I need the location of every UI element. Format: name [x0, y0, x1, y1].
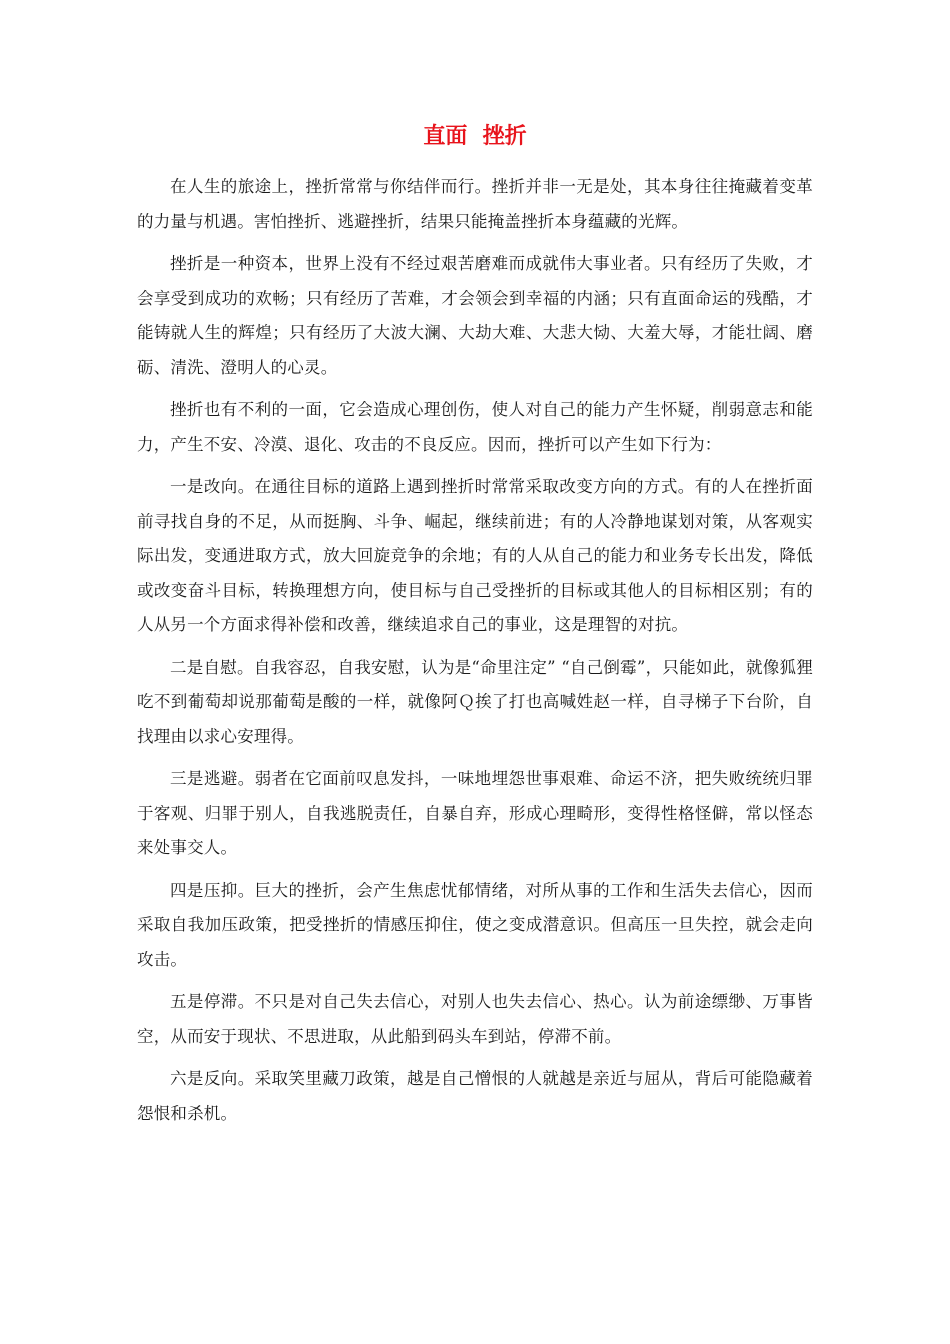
paragraph: 一是改向。在通往目标的道路上遇到挫折时常常采取改变方向的方式。有的人在挫折面前寻找自身的不足，从而挺胸、斗争、崛起，继续前进；有的人冷静地谋划对策，从客观实际出发，变通进取方式，放大回旋竞争的余地；有的人从自己的能力和业务专长出发，降低或改变奋斗目标，转换理想方向，使目标与自己受挫折的目标或其他人的目标相区别；有的人从另一个方面求得补偿和改善，继续追求自己的事业，这是理智的对抗。: [137, 477, 813, 634]
paragraph: 五是停滞。不只是对自己失去信心，对别人也失去信心、热心。认为前途缥缈、万事皆空，从而安于现状、不思进取，从此船到码头车到站，停滞不前。: [137, 992, 813, 1046]
paragraph: 在人生的旅途上，挫折常常与你结伴而行。挫折并非一无是处，其本身往往掩藏着变革的力量与机遇。害怕挫折、逃避挫折，结果只能掩盖挫折本身蕴藏的光辉。: [137, 177, 813, 231]
paragraph: 四是压抑。巨大的挫折，会产生焦虑忧郁情绪，对所从事的工作和生活失去信心，因而采取自我加压政策，把受挫折的情感压抑住，使之变成潜意识。但高压一旦失控，就会走向攻击。: [137, 880, 813, 969]
paragraph: 挫折是一种资本，世界上没有不经过艰苦磨难而成就伟大事业者。只有经历了失败，才会享受到成功的欢畅；只有经历了苦难，才会领会到幸福的内涵；只有直面命运的残酷，才能铸就人生的辉煌；只有经历了大波大澜、大劫大难、大悲大恸、大羞大辱，才能壮阔、磨砺、清洗、澄明人的心灵。: [137, 254, 813, 377]
paragraph: 三是逃避。弱者在它面前叹息发抖，一味地埋怨世事艰难、命运不济，把失败统统归罪于客观、归罪于别人，自我逃脱责任，自暴自弃，形成心理畸形，变得性格怪僻，常以怪态来处事交人。: [137, 769, 813, 857]
document-title: 直面 挫折: [423, 124, 527, 149]
paragraph: 六是反向。采取笑里藏刀政策，越是自己憎恨的人就越是亲近与屈从，背后可能隐藏着怨恨和杀机。: [137, 1069, 813, 1123]
paragraph: 二是自慰。自我容忍，自我安慰，认为是“命里注定” “自己倒霉”，只能如此，就像狐狸吃不到葡萄却说那葡萄是酸的一样，就像阿Ｑ挨了打也高喊姓赵一样，自寻梯子下台阶，自找理由以求心安理得。: [137, 657, 813, 746]
document-body: [137, 170, 813, 1139]
paragraph: 挫折也有不利的一面，它会造成心理创伤，使人对自己的能力产生怀疑，削弱意志和能力，产生不安、冷漠、退化、攻击的不良反应。因而，挫折可以产生如下行为：: [137, 400, 813, 454]
